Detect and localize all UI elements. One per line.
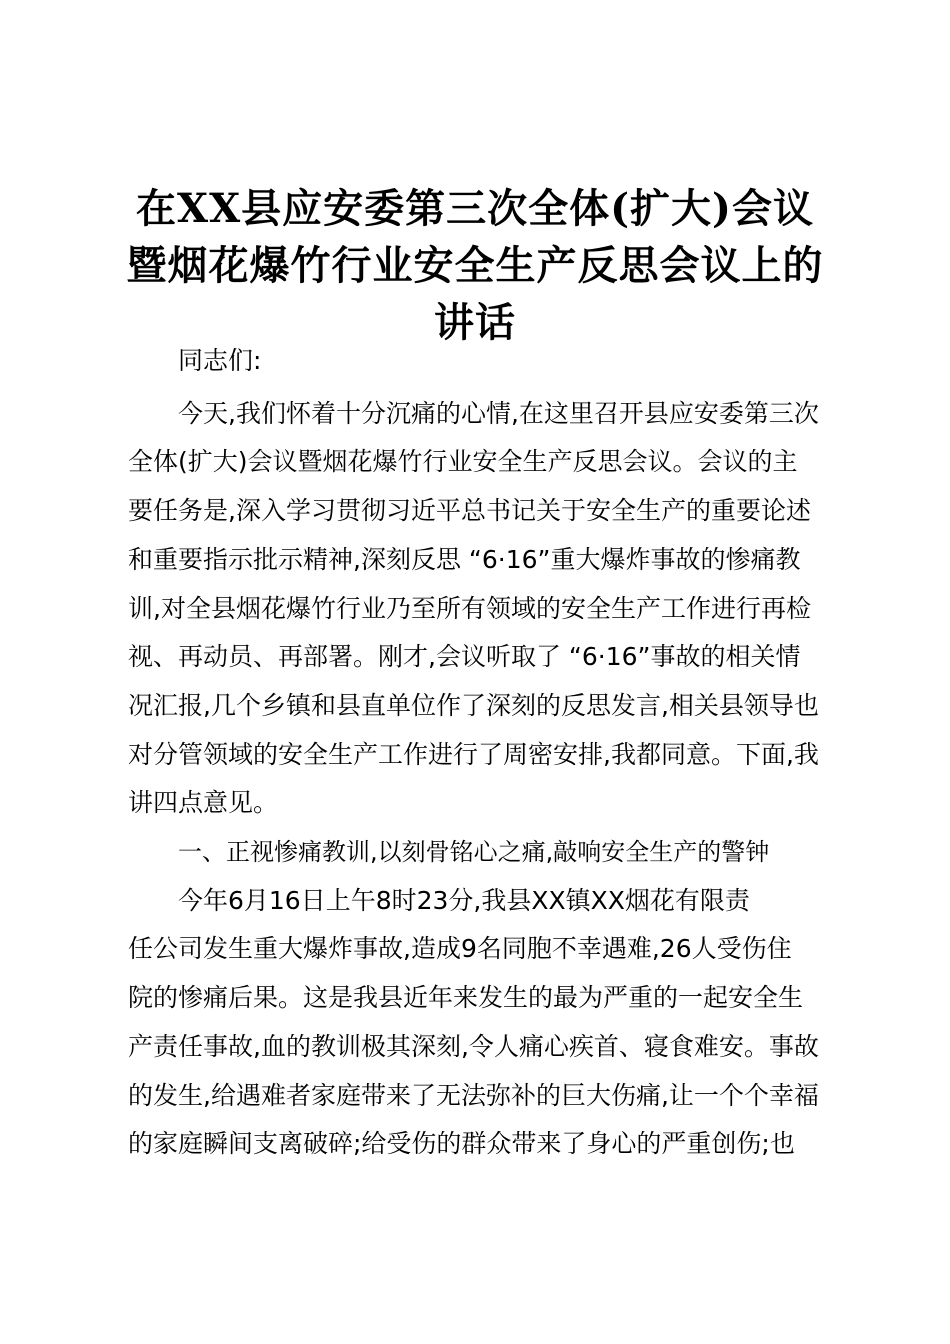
text-line: 训,对全县烟花爆竹行业乃至所有领域的安全生产工作进行再检 [128, 593, 811, 623]
document-body [128, 337, 834, 1169]
paragraph-accident [128, 877, 834, 1169]
section-heading-text: 一、正视惨痛教训,以刻骨铭心之痛,敲响安全生产的警钟 [178, 838, 770, 867]
text-line: 全体(扩大)会议暨烟花爆竹行业安全生产反思会议。会议的主 [128, 447, 798, 477]
title-line: 暨烟花爆竹行业安全生产反思会议上的 [126, 242, 824, 289]
paragraph-intro [128, 390, 834, 828]
text-line: 的发生,给遇难者家庭带来了无法弥补的巨大伤痛,让一个个幸福 [128, 1080, 819, 1110]
title-line: 在XX县应安委第三次全体(扩大)会议 [136, 185, 814, 232]
text-line: 讲四点意见。 [128, 788, 279, 818]
section-heading [128, 828, 834, 877]
text-line: 要任务是,深入学习贯彻习近平总书记关于安全生产的重要论述 [128, 496, 811, 526]
text-line: 产责任事故,血的教训极其深刻,令人痛心疾首、寝食难安。事故 [128, 1031, 819, 1061]
text-line: 院的惨痛后果。这是我县近年来发生的最为严重的一起安全生 [128, 983, 804, 1013]
title-line: 讲话 [434, 299, 516, 346]
text-line: 今天,我们怀着十分沉痛的心情,在这里召开县应安委第三次 [178, 398, 819, 428]
text-line: 和重要指示批示精神,深刻反思 “6·16”重大爆炸事故的惨痛教 [128, 544, 801, 574]
text-line: 况汇报,几个乡镇和县直单位作了深刻的反思发言,相关县领导也 [128, 690, 819, 720]
text-line: 对分管领域的安全生产工作进行了周密安排,我都同意。下面,我 [128, 739, 819, 769]
greeting: 同志们: [178, 346, 262, 375]
text-line: 今年6月16日上午8时23分,我县XX镇XX烟花有限责 [178, 885, 750, 915]
document-title [110, 180, 840, 351]
text-line: 视、再动员、再部署。刚才,会议听取了 “6·16”事故的相关情 [128, 642, 801, 672]
text-line: 任公司发生重大爆炸事故,造成9名同胞不幸遇难,26人受伤住 [128, 934, 792, 964]
text-line: 的家庭瞬间支离破碎;给受伤的群众带来了身心的严重创伤;也 [128, 1129, 795, 1159]
